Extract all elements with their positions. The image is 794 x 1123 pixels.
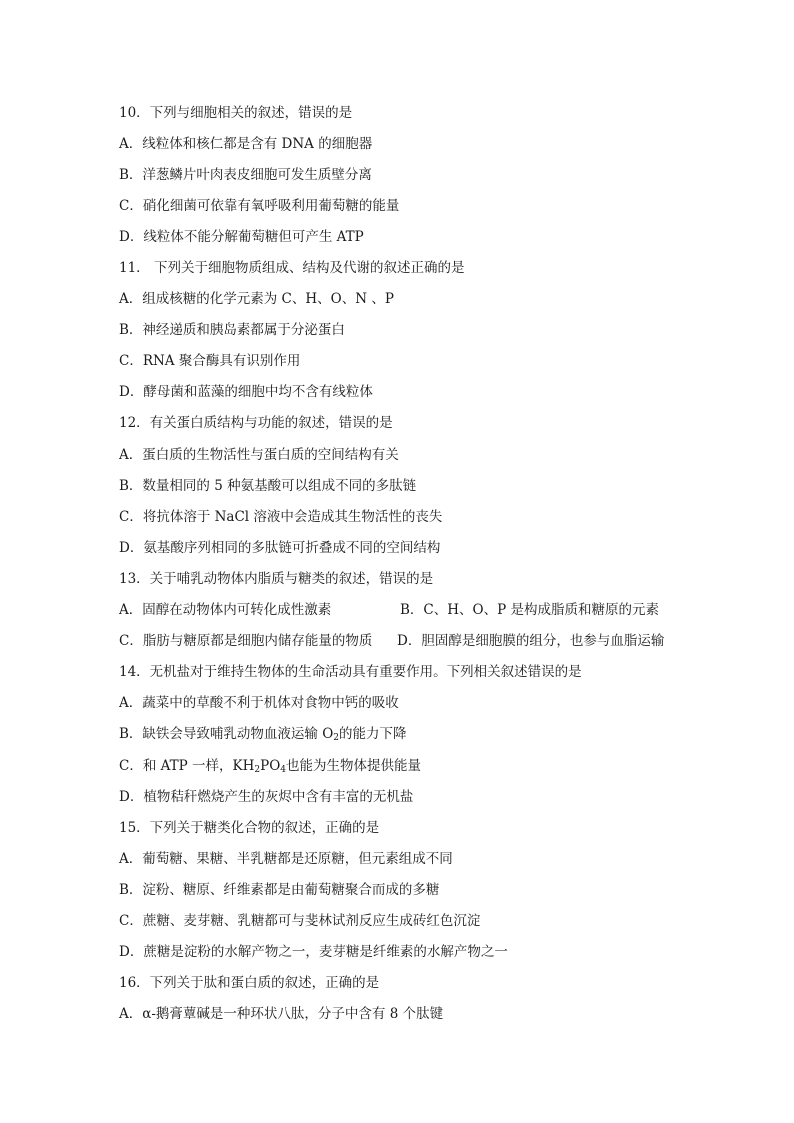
question-12-option-c: C．将抗体溶于 NaCl 溶液中会造成其生物活性的丧失 — [119, 509, 443, 525]
question-10-stem: 10．下列与细胞相关的叙述，错误的是 — [119, 105, 353, 121]
question-15-option-a: A．葡萄糖、果糖、半乳糖都是还原糖，但元素组成不同 — [119, 851, 453, 867]
question-13-options-ab — [119, 600, 679, 620]
question-13-stem: 13．关于哺乳动物体内脂质与糖类的叙述，错误的是 — [119, 571, 434, 587]
question-14-option-b: B．缺铁会导致哺乳动物血液运输 $O_2$的能力下降 — [119, 726, 407, 743]
question-13-option-c: C．脂肪与糖原都是细胞内储存能量的物质 — [119, 633, 373, 649]
question-15-option-d: D．蔗糖是淀粉的水解产物之一，麦芽糖是纤维素的水解产物之一 — [119, 944, 508, 960]
question-15-stem: 15．下列关于糖类化合物的叙述，正确的是 — [119, 820, 380, 836]
question-15-option-c: C．蔗糖、麦芽糖、乳糖都可与斐林试剂反应生成砖红色沉淀 — [119, 913, 481, 929]
question-16-option-a: A．α-鹅膏蕈碱是一种环状八肽，分子中含有 8 个肽键 — [119, 1006, 444, 1022]
question-12-option-b: B．数量相同的 5 种氨基酸可以组成不同的多肽链 — [119, 478, 417, 494]
question-14-stem: 14．无机盐对于维持生物体的生命活动具有重要作用。下列相关叙述错误的是 — [119, 664, 582, 680]
question-16-stem: 16．下列关于肽和蛋白质的叙述，正确的是 — [119, 975, 380, 991]
question-10-option-c: C．硝化细菌可依靠有氧呼吸利用葡萄糖的能量 — [119, 198, 400, 214]
question-10-option-a: A．线粒体和核仁都是含有 DNA 的细胞器 — [119, 136, 373, 152]
question-12-stem: 12．有关蛋白质结构与功能的叙述，错误的是 — [119, 415, 393, 431]
question-11-option-d: D．酵母菌和蓝藻的细胞中均不含有线粒体 — [119, 384, 373, 400]
question-14-option-a: A．蔬菜中的草酸不利于机体对食物中钙的吸收 — [119, 695, 399, 711]
question-11-option-a: A．组成核糖的化学元素为 C、H、O、N 、P — [119, 291, 394, 307]
question-15-option-b: B．淀粉、糖原、纤维素都是由葡萄糖聚合而成的多糖 — [119, 882, 440, 898]
question-13-options-cd — [119, 631, 679, 651]
question-12-option-a: A．蛋白质的生物活性与蛋白质的空间结构有关 — [119, 447, 399, 463]
question-11-option-c: C．RNA 聚合酶具有识别作用 — [119, 353, 301, 369]
question-12-option-d: D．氨基酸序列相同的多肽链可折叠成不同的空间结构 — [119, 540, 441, 556]
question-13-option-d: D．胆固醇是细胞膜的组分，也参与血脂运输 — [397, 633, 665, 649]
question-11-option-b: B．神经递质和胰岛素都属于分泌蛋白 — [119, 322, 345, 338]
question-10-option-d: D．线粒体不能分解葡萄糖但可产生 ATP — [119, 229, 364, 245]
question-14-option-d: D．植物秸秆燃烧产生的灰烬中含有丰富的无机盐 — [119, 789, 414, 805]
question-14-option-c: C．和 ATP 一样，$KH_2PO_4$也能为生物体提供能量 — [119, 758, 421, 775]
question-10-option-b: B．洋葱鳞片叶肉表皮细胞可发生质壁分离 — [119, 167, 372, 183]
question-13-option-b: B．C、H、O、P 是构成脂质和糖原的元素 — [400, 602, 659, 618]
question-11-stem: 11． 下列关于细胞物质组成、结构及代谢的叙述正确的是 — [119, 260, 465, 276]
question-13-option-a: A．固醇在动物体内可转化成性激素 — [119, 602, 332, 618]
